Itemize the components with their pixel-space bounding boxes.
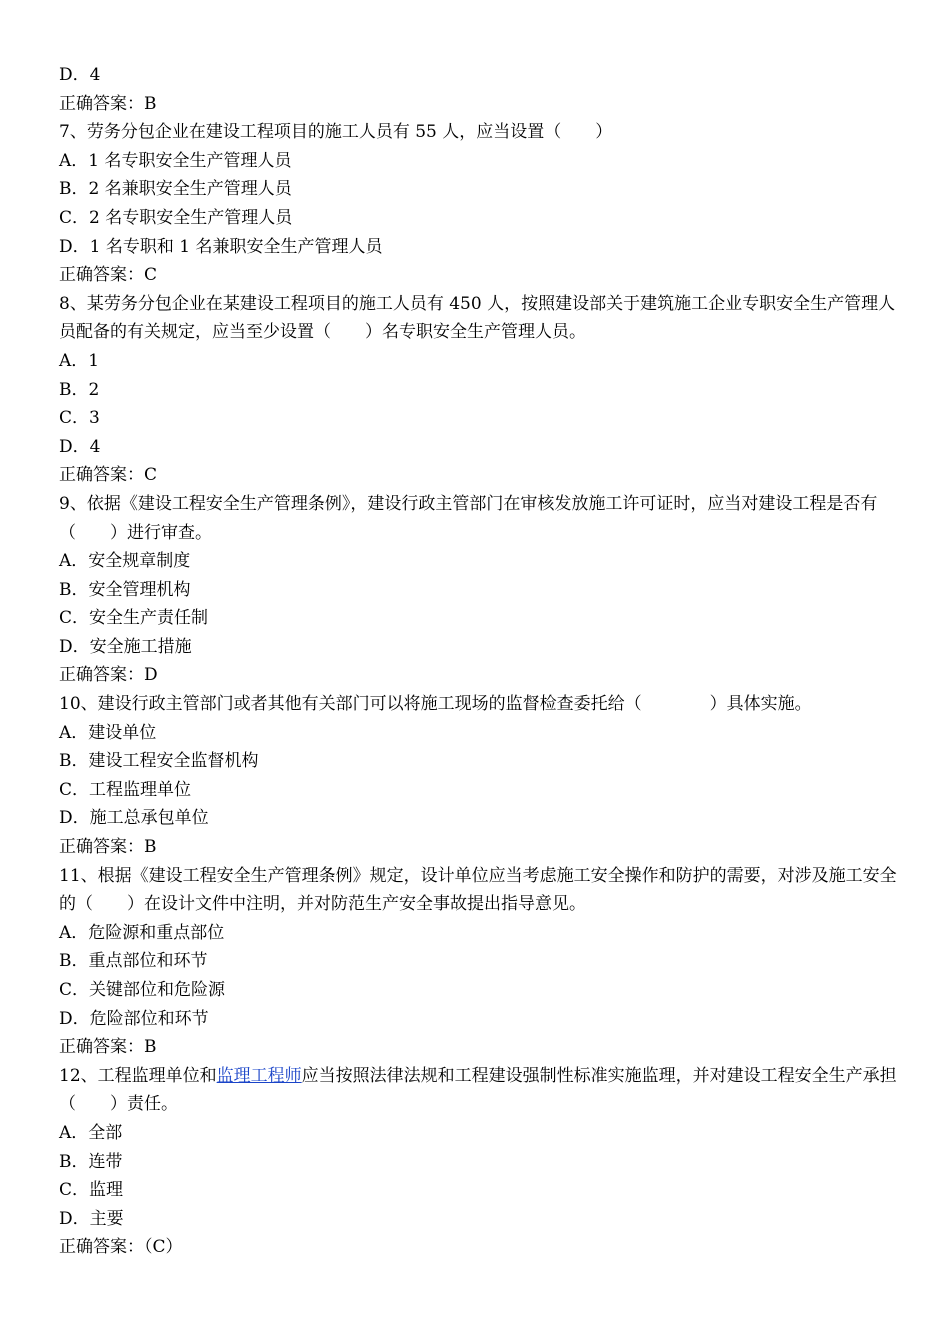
option-text: A．危险源和重点部位 [59, 922, 225, 943]
question-block [59, 1062, 910, 1262]
question-suffix: 应当按照法律法规和工程建设强制性标准实施监理，并对建设工程安全生产承担（ ）责任。 [59, 1065, 897, 1115]
option-text: D．安全施工措施 [59, 636, 192, 657]
question-text: 9、依据《建设工程安全生产管理条例》，建设行政主管部门在审核发放施工许可证时，应当对建设工程是否有（ ）进行审查。 [59, 493, 878, 543]
option-text: B．安全管理机构 [59, 579, 191, 600]
question-text: 10、建设行政主管部门或者其他有关部门可以将施工现场的监督检查委托给（ ）具体实施。 [59, 694, 812, 715]
answer-text: 正确答案：C [59, 265, 158, 286]
option-text: A．安全规章制度 [59, 551, 191, 572]
option-text: C．工程监理单位 [59, 779, 192, 800]
option-text: B．连带 [59, 1151, 123, 1172]
question-prefix: 12、工程监理单位和 [59, 1065, 217, 1086]
option-text: B．重点部位和环节 [59, 951, 208, 972]
answer-text: 正确答案：（C） [59, 1237, 183, 1258]
option-text: D．4 [59, 436, 101, 457]
question-text: 8、某劳务分包企业在某建设工程项目的施工人员有 450 人，按照建设部关于建筑施工企业专职安全生产管理人员配备的有关规定，应当至少设置（ ）名专职安全生产管理人员。 [59, 293, 896, 343]
option-text: C．2 名专职安全生产管理人员 [59, 207, 293, 228]
option-text: D．4 [59, 65, 101, 85]
option-text: D．1 名专职和 1 名兼职安全生产管理人员 [59, 236, 383, 257]
question-block [59, 290, 910, 490]
option-text: B．2 [59, 379, 100, 400]
option-text: C．3 [59, 408, 100, 429]
question-text: 7、劳务分包企业在建设工程项目的施工人员有 55 人，应当设置（ ） [59, 122, 613, 143]
answer-text: 正确答案：C [59, 465, 158, 486]
answer-text: 正确答案：B [59, 837, 157, 858]
option-text: A．建设单位 [59, 722, 157, 743]
option-text: A．1 [59, 350, 100, 371]
option-text: C．关键部位和危险源 [59, 980, 226, 1000]
option-text: C．安全生产责任制 [59, 608, 209, 629]
answer-text: 正确答案：B [59, 1037, 157, 1058]
option-text: D．危险部位和环节 [59, 1008, 209, 1029]
option-text: B．2 名兼职安全生产管理人员 [59, 179, 292, 200]
question-text: 11、根据《建设工程安全生产管理条例》规定，设计单位应当考虑施工安全操作和防护的需要，对涉及施工安全的（ ）在设计文件中注明，并对防范生产安全事故提出指导意见。 [59, 865, 897, 915]
option-text: D．施工总承包单位 [59, 808, 209, 829]
option-text: D．主要 [59, 1208, 124, 1229]
option-text: C．监理 [59, 1180, 124, 1201]
question-text [59, 1062, 910, 1119]
question-block [59, 862, 910, 1062]
option-text: A．全部 [59, 1122, 123, 1143]
supervising-engineer-link[interactable]: 监理工程师 [216, 1065, 302, 1086]
question-block [59, 118, 910, 290]
option-text: B．建设工程安全监督机构 [59, 751, 259, 772]
answer-text: 正确答案：D [59, 665, 158, 686]
question-block [59, 490, 910, 690]
option-text: A．1 名专职安全生产管理人员 [59, 150, 292, 171]
answer-text: 正确答案：B [59, 93, 157, 114]
question-block [59, 690, 910, 862]
